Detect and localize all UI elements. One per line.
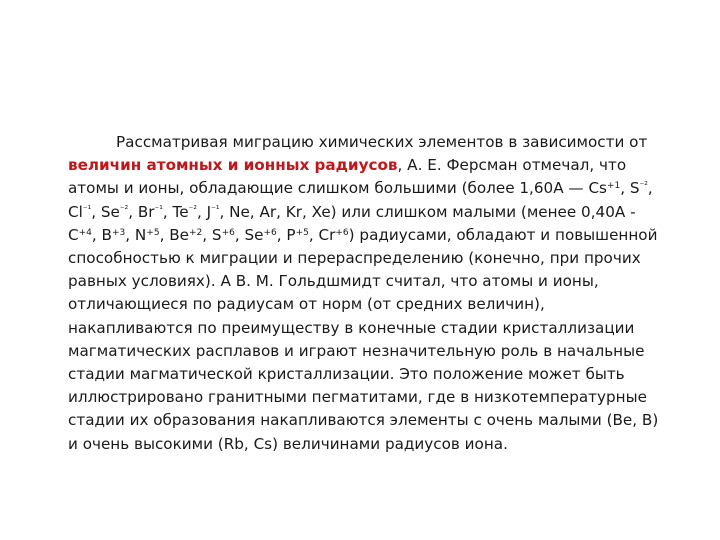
superscript: ⁻¹ xyxy=(154,204,163,215)
text-line xyxy=(68,340,680,363)
element-symbol: , Be xyxy=(159,225,189,244)
text-span: , А. Е. Ферсман отмечал, что xyxy=(397,156,627,175)
text-span: иллюстрировано гранитными пегматитами, где в низкотемпературные xyxy=(68,388,647,407)
text-span: Рассматривая миграцию химических элементов в зависимости от xyxy=(116,133,648,151)
element-symbol: , B xyxy=(91,225,112,244)
text-line xyxy=(68,433,680,456)
text-span: накапливаются по преимуществу в конечные стадии кристаллизации xyxy=(68,318,635,337)
element-symbol: , N xyxy=(125,225,147,244)
element-symbol: , Br xyxy=(128,202,155,221)
superscript: ⁻² xyxy=(119,204,129,215)
superscript: +6 xyxy=(221,227,235,238)
superscript: +6 xyxy=(335,227,349,238)
text-line xyxy=(68,293,680,316)
text-span: равных условиях). А В. М. Гольдшмидт считал, что атомы и ионы, xyxy=(68,272,599,291)
highlighted-phrase: величин атомных и ионных радиусов xyxy=(68,156,398,175)
text-line xyxy=(68,247,680,270)
element-symbol: , J xyxy=(196,202,212,221)
superscript: ⁻² xyxy=(188,204,197,215)
text-span: ) радиусами, обладают и повышенной xyxy=(348,225,658,244)
superscript: +2 xyxy=(188,227,203,238)
text-span: стадии их образования накапливаются элементы с очень малыми (Be, B) xyxy=(68,411,659,430)
text-span: стадии магматической кристаллизации. Это положение может быть xyxy=(68,365,625,384)
element-symbol: , Te xyxy=(162,202,189,221)
text-line xyxy=(68,386,680,409)
superscript: +6 xyxy=(263,227,277,238)
text-line xyxy=(68,177,680,200)
text-span: способностью к миграции и перераспределению (конечно, при прочих xyxy=(68,249,641,268)
text-line xyxy=(68,154,680,177)
text-line xyxy=(68,201,680,224)
text-span: , xyxy=(647,179,653,198)
element-symbol: , Cr xyxy=(308,225,336,244)
text-span: , S xyxy=(620,179,640,198)
superscript: +1 xyxy=(606,181,621,192)
superscript: ⁻¹ xyxy=(211,204,220,215)
superscript: +5 xyxy=(295,227,309,238)
text-span: , Ne, Ar, Kr, Xe) или слишком малыми (менее 0,40А - xyxy=(219,202,636,221)
text-line xyxy=(68,224,680,247)
element-symbol: , Se xyxy=(91,202,120,221)
element-symbol: C xyxy=(68,225,79,244)
text-line xyxy=(68,270,680,293)
text-line xyxy=(68,363,680,386)
text-span: отличающиеся по радиусам от норм (от средних величин), xyxy=(68,295,545,314)
text-span: атомы и ионы, обладающие слишком большими (более 1,60А — Cs xyxy=(68,179,607,198)
text-line xyxy=(68,409,680,432)
text-span: и очень высокими (Rb, Cs) величинами радиусов иона. xyxy=(68,434,508,453)
text-span: магматических расплавов и играют незначительную роль в начальные xyxy=(68,341,645,360)
element-symbol: , Se xyxy=(234,225,264,244)
superscript: +5 xyxy=(146,227,160,238)
superscript: +3 xyxy=(111,227,126,238)
text-line xyxy=(68,317,680,340)
element-symbol: , P xyxy=(276,225,296,244)
element-symbol: , S xyxy=(202,225,222,244)
superscript: ⁻² xyxy=(639,181,648,192)
element-symbol: Cl xyxy=(68,202,83,221)
text-line xyxy=(68,131,680,154)
superscript: +4 xyxy=(78,227,92,238)
superscript: ⁻¹ xyxy=(82,204,92,215)
body-paragraph xyxy=(68,131,680,456)
